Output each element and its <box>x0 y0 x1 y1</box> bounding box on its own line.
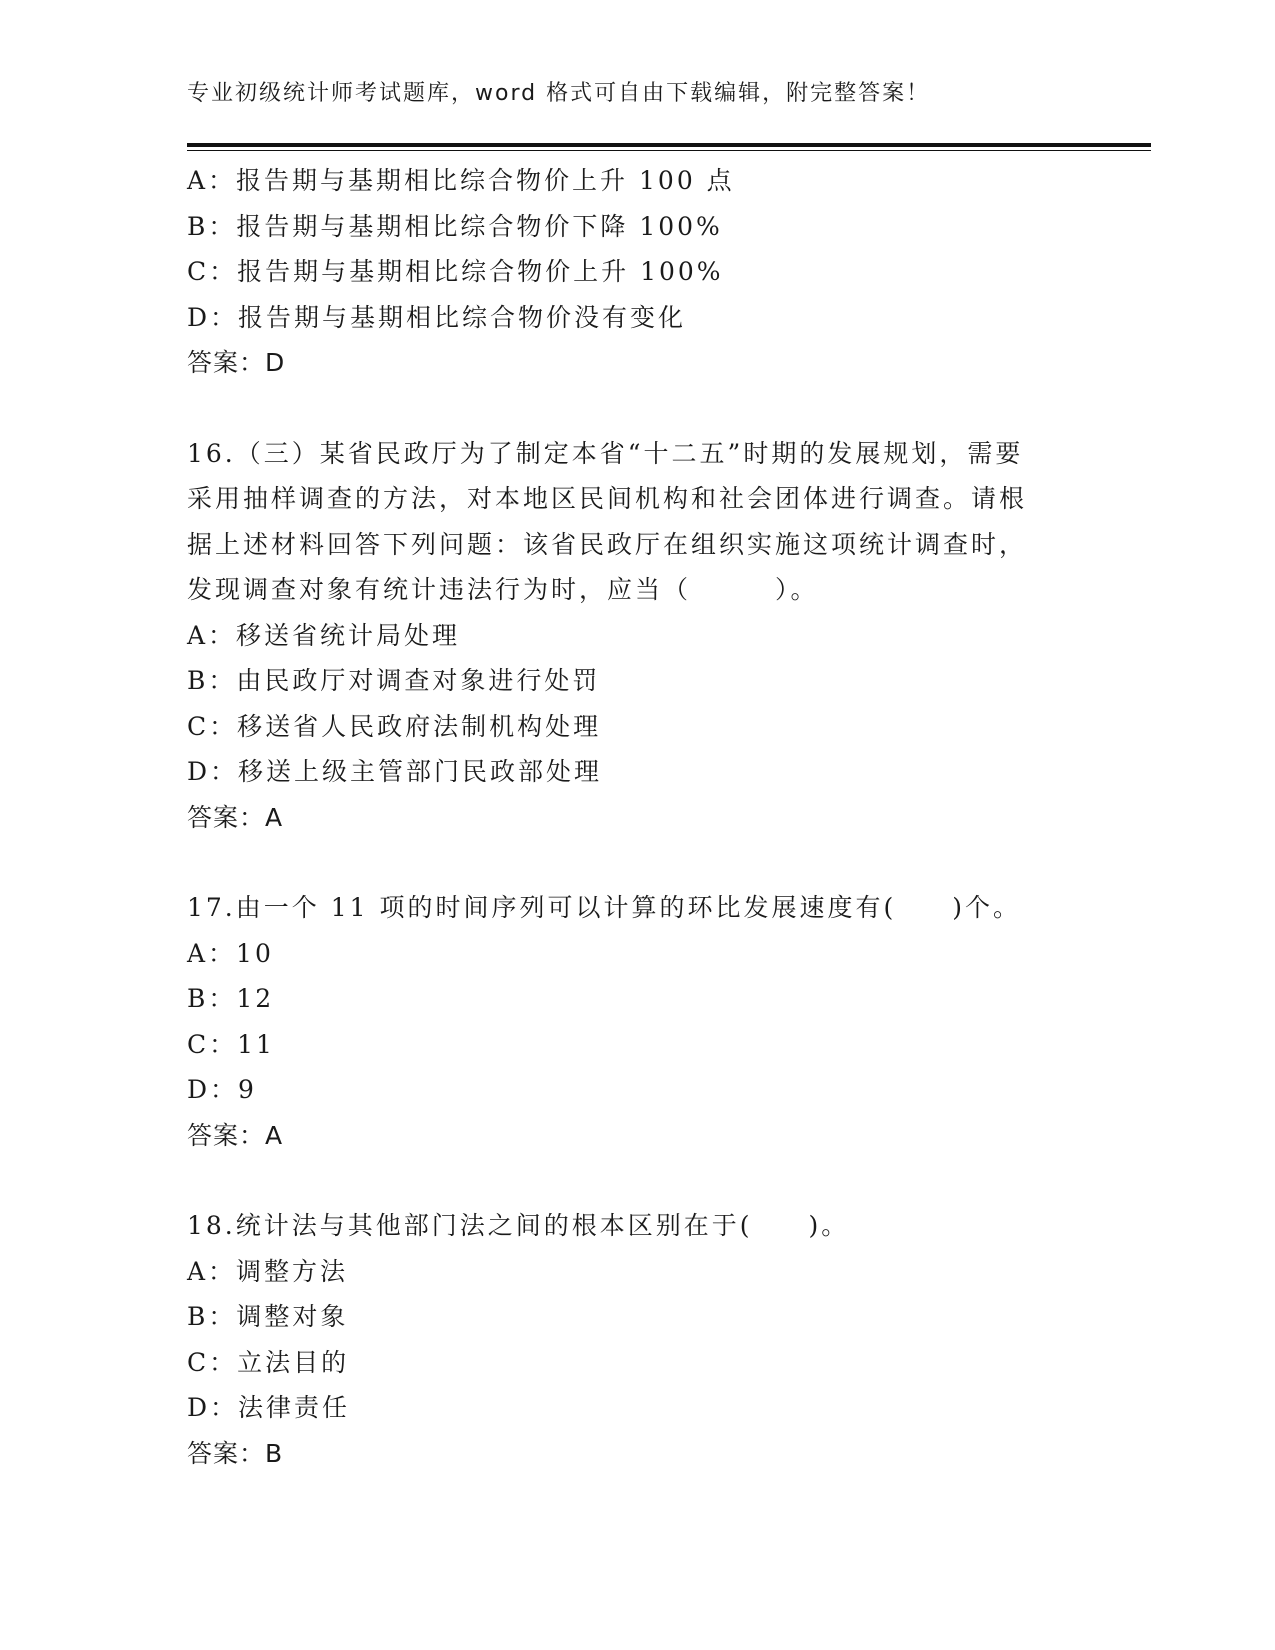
option-a: A：调整方法 <box>187 1256 349 1286</box>
question-stem-line: 17.由一个 11 项的时间序列可以计算的环比发展速度有( )个。 <box>187 893 1021 922</box>
option-a: A：10 <box>187 938 274 968</box>
option-b: B：12 <box>187 984 275 1013</box>
option-d: D：报告期与基期相比综合物价没有变化 <box>187 302 687 332</box>
question-stem-line: 18.统计法与其他部门法之间的根本区别在于( )。 <box>187 1211 850 1240</box>
question-stem <box>187 1203 1087 1249</box>
answer-line: 答案：A <box>187 1120 284 1150</box>
option-c: C：移送省人民政府法制机构处理 <box>187 711 602 741</box>
question-stem-line: 采用抽样调查的方法，对本地区民间机构和社会团体进行调查。请根 <box>187 484 1028 513</box>
option-c: C：报告期与基期相比综合物价上升 100% <box>187 257 724 286</box>
question-stem <box>187 885 1087 931</box>
question-block-16 <box>187 431 1087 841</box>
option-b: B：由民政厅对调查对象进行处罚 <box>187 666 601 695</box>
option-c: C：11 <box>187 1029 275 1059</box>
question-block-18 <box>187 1203 1087 1476</box>
question-stem <box>187 431 1087 613</box>
question-block-17 <box>187 885 1087 1158</box>
question-block-15-continued <box>187 158 1087 386</box>
option-b: B：报告期与基期相比综合物价下降 100% <box>187 211 723 241</box>
question-list <box>187 158 1087 1476</box>
option-b: B：调整对象 <box>187 1302 349 1331</box>
question-stem-line: 发现调查对象有统计违法行为时，应当（ ）。 <box>187 575 819 604</box>
answer-line: 答案：D <box>187 348 286 377</box>
answer-line: 答案：B <box>187 1438 284 1468</box>
page-header: 专业初级统计师考试题库，word 格式可自由下载编辑，附完整答案！ <box>187 81 931 106</box>
header-rule-thick <box>187 143 1151 147</box>
option-d: D：9 <box>187 1075 257 1104</box>
option-c: C：立法目的 <box>187 1347 350 1377</box>
option-d: D：移送上级主管部门民政部处理 <box>187 757 603 786</box>
answer-line: 答案：A <box>187 802 284 832</box>
question-stem-line: 据上述材料回答下列问题：该省民政厅在组织实施这项统计调查时， <box>187 529 1028 559</box>
option-a: A：移送省统计局处理 <box>187 620 461 650</box>
option-d: D：法律责任 <box>187 1393 351 1422</box>
option-a: A：报告期与基期相比综合物价上升 100 点 <box>187 166 735 195</box>
header-rule-thin <box>187 150 1151 151</box>
question-stem-line: 16.（三）某省民政厅为了制定本省“十二五”时期的发展规划，需要 <box>187 438 1024 468</box>
